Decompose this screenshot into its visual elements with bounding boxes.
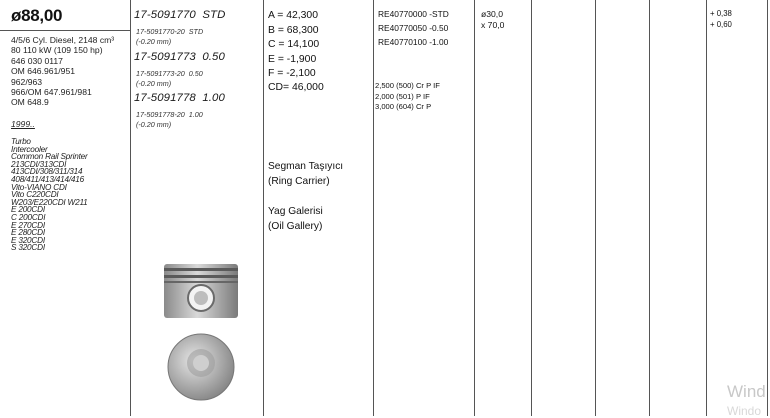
oversize-item: + 0,60	[710, 20, 732, 29]
oil-gallery-en: (Oil Gallery)	[268, 220, 323, 232]
ring-carrier-en: (Ring Carrier)	[268, 175, 330, 187]
application-item: E 280CDI	[11, 228, 45, 238]
ring-spec-item: 3,000 (604) Cr P	[375, 102, 432, 112]
pin-dimensions	[481, 9, 504, 31]
ring-carrier-label	[268, 160, 343, 189]
part-number-050	[134, 51, 225, 63]
ring-set-item: RE40770000 -STD	[378, 9, 449, 19]
part-sub-note: (-0.20 mm)	[136, 120, 172, 129]
dimension-f: F = -2,100	[268, 68, 316, 79]
engine-spec-line: 4/5/6 Cyl. Diesel, 2148 cm³	[11, 35, 115, 45]
oversize-list	[710, 8, 732, 30]
part-sub-code: 17-5091773-20	[136, 69, 185, 78]
oversize-item: + 0,38	[710, 9, 732, 18]
ring-spec-item: 2,000 (501) P IF	[375, 91, 430, 101]
header-rule	[0, 30, 130, 31]
part-number-std	[134, 9, 225, 21]
part-number-100	[134, 92, 225, 104]
column-divider	[474, 0, 475, 416]
dimension-a: A = 42,300	[268, 10, 318, 21]
application-item: W203/E220CDI W211	[11, 197, 88, 207]
part-code: 17-5091778	[134, 92, 196, 104]
part-sub-size: 1.00	[188, 110, 203, 119]
part-code: 17-5091770	[134, 9, 196, 21]
pin-length: x 70,0	[481, 20, 505, 30]
part-size: STD	[202, 9, 226, 21]
column-divider	[649, 0, 650, 416]
engine-spec-block	[11, 35, 114, 108]
part-sub-size: 0.50	[188, 69, 203, 78]
application-item: S 320CDI	[11, 243, 45, 253]
ring-carrier-tr: Segman Taşıyıcı	[268, 161, 344, 172]
dimension-e: E = -1,900	[268, 54, 317, 65]
column-divider	[263, 0, 264, 416]
pin-diameter: ø30,0	[481, 9, 503, 19]
application-list	[11, 138, 88, 252]
column-divider	[130, 0, 131, 416]
part-sub-note: (-0.20 mm)	[136, 37, 172, 46]
part-code: 17-5091773	[134, 51, 196, 63]
part-sub-code: 17-5091778-20	[136, 110, 185, 119]
part-subvariant	[136, 69, 203, 89]
engine-spec-line: 80 110 kW (109 150 hp)	[11, 45, 103, 56]
part-size: 0.50	[202, 51, 225, 63]
activation-watermark: Wind	[727, 382, 766, 401]
part-sub-code: 17-5091770-20	[136, 27, 185, 36]
application-item: C 200CDI	[11, 212, 46, 222]
engine-spec-line: 962/963	[11, 76, 43, 87]
part-sub-size: STD	[188, 27, 204, 36]
ring-set-list	[378, 8, 449, 49]
oil-gallery-label	[268, 205, 323, 234]
piston-top-image	[160, 330, 242, 404]
part-subvariant	[136, 27, 203, 47]
application-item: Vito-VIANO CDI	[11, 182, 67, 192]
application-item: Vito C220CDI	[11, 190, 59, 200]
oil-gallery-tr: Yag Galerisi	[268, 206, 323, 217]
engine-spec-line: 966/OM 647.961/981	[11, 87, 92, 98]
application-item: Turbo	[11, 137, 31, 146]
part-size: 1.00	[202, 92, 225, 104]
dimension-cd: CD= 46,000	[268, 82, 324, 93]
production-year: 1999..	[11, 119, 35, 129]
column-divider	[767, 0, 768, 416]
application-item: E 270CDI	[11, 220, 45, 230]
piston-diameter: ø88,00	[11, 6, 63, 25]
application-item: 213CDI/313CDI	[11, 159, 67, 169]
column-divider	[531, 0, 532, 416]
part-subvariant	[136, 110, 203, 130]
piston-side-image	[160, 260, 242, 322]
application-item: 408/411/413/414/416	[11, 174, 84, 184]
application-item: E 320CDI	[11, 235, 45, 245]
ring-set-item: RE40770100 -1.00	[378, 36, 449, 47]
ring-spec-item: 2,500 (500) Cr P IF	[375, 81, 440, 90]
column-divider	[373, 0, 374, 416]
engine-spec-line: 646 030 0117	[11, 55, 63, 66]
application-item: Common Rail Sprinter	[11, 152, 88, 162]
application-item: E 200CDI	[11, 205, 45, 215]
part-sub-note: (-0.20 mm)	[136, 79, 172, 88]
application-item: 413CDI/308/311/314	[11, 167, 83, 177]
engine-spec-line: OM 648.9	[11, 97, 49, 108]
application-item: Intercooler	[11, 144, 48, 154]
column-divider	[706, 0, 707, 416]
ring-spec-list	[375, 81, 440, 113]
activation-watermark-sub: Windo	[727, 404, 762, 418]
column-divider	[595, 0, 596, 416]
engine-spec-line: OM 646.961/951	[11, 66, 76, 77]
dimension-c: C = 14,100	[268, 39, 320, 50]
ring-set-item: RE40770050 -0.50	[378, 22, 449, 33]
dimension-b: B = 68,300	[268, 25, 319, 36]
